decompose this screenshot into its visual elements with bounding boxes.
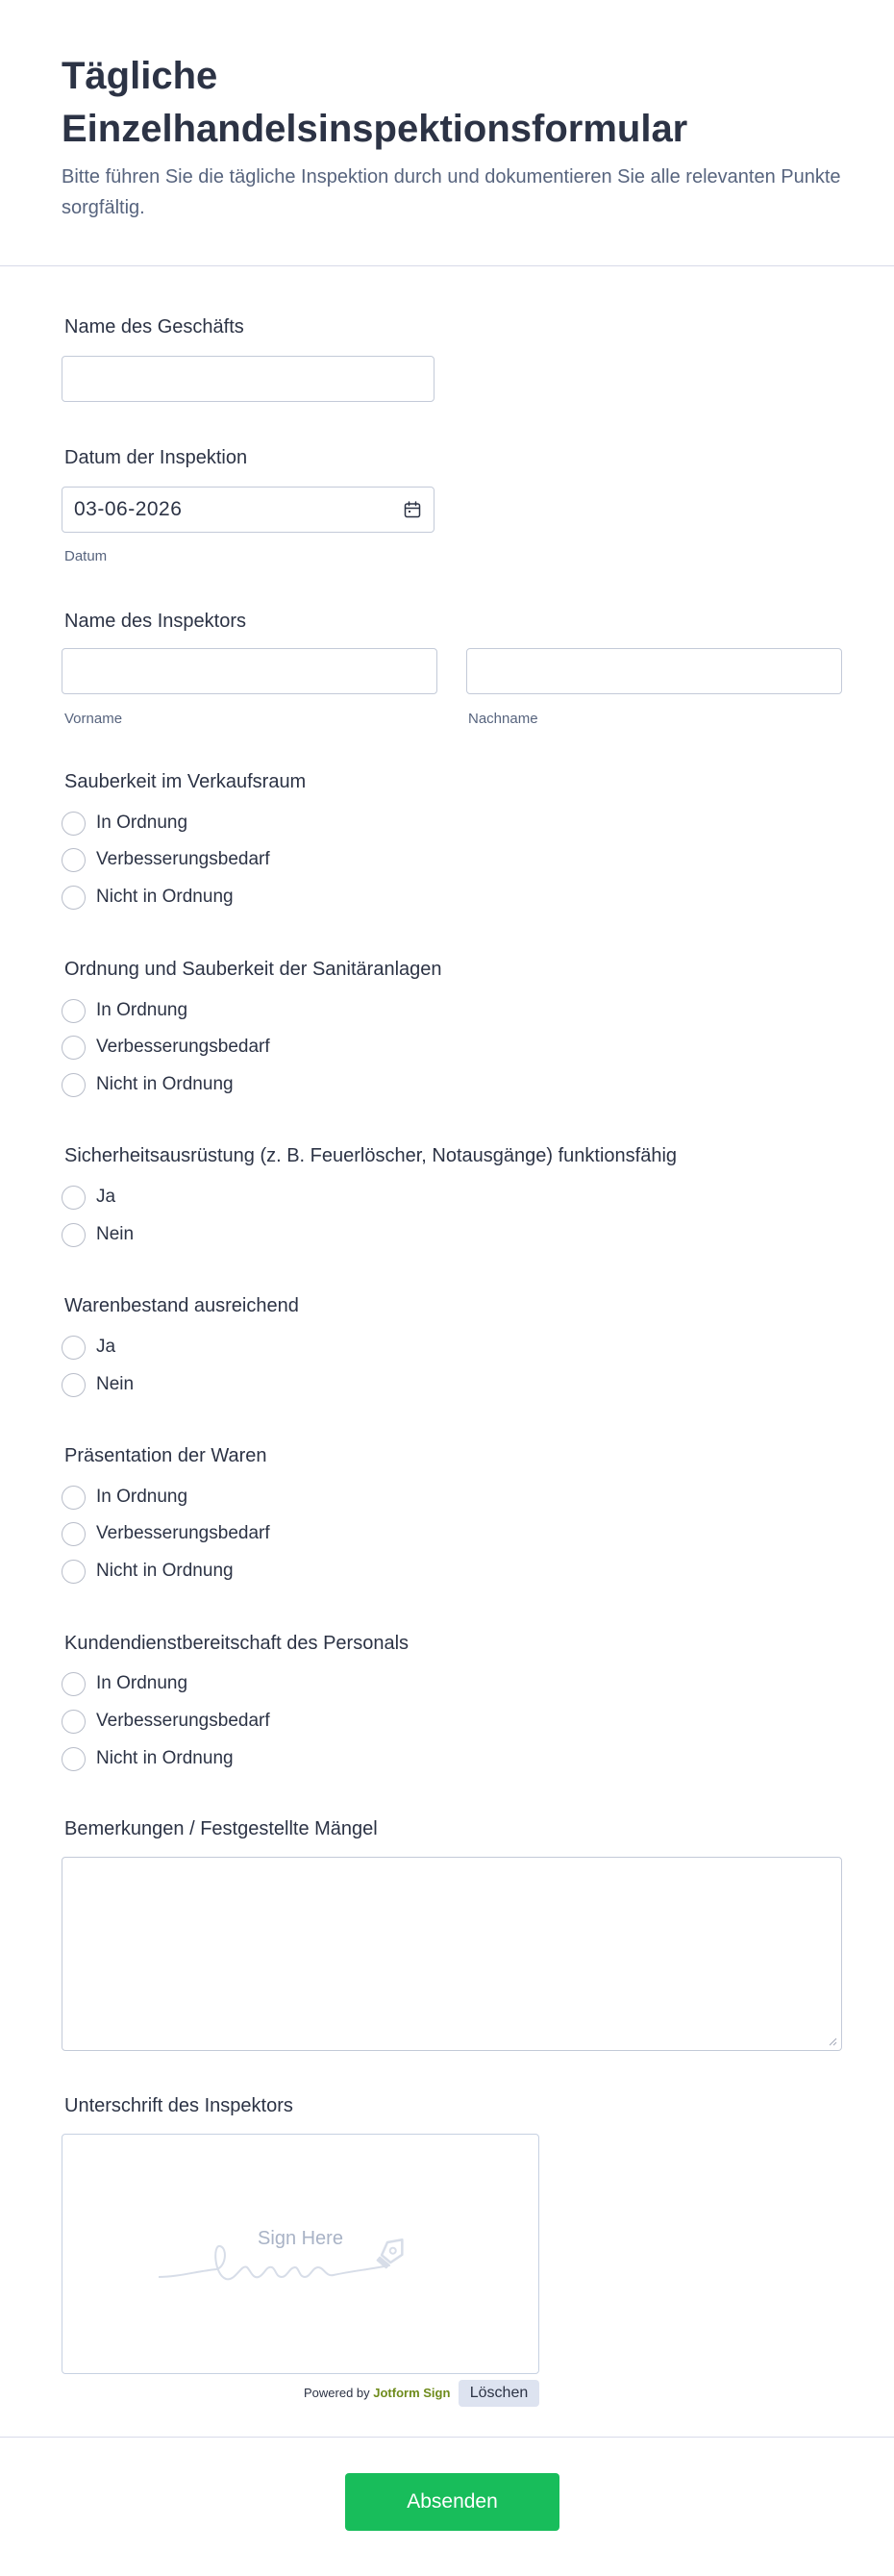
radio-button[interactable]: [62, 812, 86, 836]
store-name-input[interactable]: [62, 356, 435, 402]
header-divider: [0, 265, 894, 266]
sanitary-label: Ordnung und Sauberkeit der Sanitäranlagen: [64, 959, 442, 980]
radio-button[interactable]: [62, 1073, 86, 1097]
service-label: Kundendienstbereitschaft des Personals: [64, 1633, 410, 1654]
option-label: Nicht in Ordnung: [96, 1748, 234, 1768]
option-label: Nein: [96, 1374, 135, 1394]
date-value: 03-06-2026: [74, 498, 183, 520]
signature-pad[interactable]: [62, 2134, 539, 2374]
store-name-label: Name des Geschäfts: [64, 316, 244, 338]
remarks-label: Bemerkungen / Festgestellte Mängel: [64, 1818, 378, 1839]
form-subtitle: Bitte führen Sie die tägliche Inspektion durch und dokumentieren Sie alle relevanten Punkte sorgfältig.: [62, 166, 841, 218]
option-label: Ja: [96, 1337, 116, 1357]
cleanliness-sales-option[interactable]: [62, 846, 270, 873]
radio-button[interactable]: [62, 1522, 86, 1546]
radio-button[interactable]: [62, 1560, 86, 1584]
option-label: In Ordnung: [96, 1000, 188, 1020]
option-label: Verbesserungsbedarf: [96, 1523, 270, 1543]
cleanliness-sales-option[interactable]: [62, 884, 234, 911]
sanitary-option[interactable]: [62, 997, 187, 1024]
presentation-option[interactable]: [62, 1520, 270, 1547]
first-name-sublabel: Vorname: [64, 711, 123, 727]
presentation-option[interactable]: [62, 1558, 234, 1585]
option-label: Ja: [96, 1187, 116, 1207]
option-label: Verbesserungsbedarf: [96, 1711, 270, 1731]
safety-option[interactable]: [62, 1221, 134, 1248]
presentation-option[interactable]: [62, 1484, 187, 1511]
form-header: [62, 50, 850, 223]
inspector-name-label: Name des Inspektors: [64, 611, 246, 632]
powered-brand: Jotform Sign: [373, 2386, 451, 2400]
option-label: In Ordnung: [96, 1673, 188, 1693]
date-sublabel: Datum: [64, 548, 108, 564]
remarks-textarea[interactable]: [62, 1857, 842, 2051]
calendar-icon[interactable]: [403, 500, 422, 519]
presentation-label: Präsentation der Waren: [64, 1445, 267, 1466]
radio-button[interactable]: [62, 1747, 86, 1771]
last-name-input[interactable]: [466, 648, 842, 694]
radio-button[interactable]: [62, 886, 86, 910]
sanitary-option[interactable]: [62, 1034, 270, 1061]
option-label: Nicht in Ordnung: [96, 1561, 234, 1581]
service-option[interactable]: [62, 1670, 187, 1697]
stock-option[interactable]: [62, 1371, 134, 1398]
form-title: Tägliche Einzelhandelsinspektionsformular: [62, 55, 688, 150]
radio-button[interactable]: [62, 848, 86, 872]
option-label: Nicht in Ordnung: [96, 887, 234, 907]
stock-label: Warenbestand ausreichend: [64, 1295, 299, 1316]
option-label: Verbesserungsbedarf: [96, 1037, 270, 1057]
option-label: In Ordnung: [96, 1487, 188, 1507]
stock-option[interactable]: [62, 1334, 115, 1361]
last-name-sublabel: Nachname: [468, 711, 538, 727]
submit-button[interactable]: Absenden: [345, 2473, 559, 2531]
first-name-input[interactable]: [62, 648, 437, 694]
powered-prefix: Powered by: [304, 2386, 374, 2400]
resize-grip-icon[interactable]: [828, 2037, 837, 2046]
radio-button[interactable]: [62, 1710, 86, 1734]
footer-divider: [0, 2437, 894, 2438]
option-label: Verbesserungsbedarf: [96, 849, 270, 869]
radio-button[interactable]: [62, 1036, 86, 1060]
option-label: In Ordnung: [96, 813, 188, 833]
radio-button[interactable]: [62, 1373, 86, 1397]
powered-by-text: [304, 2382, 450, 2405]
service-option[interactable]: [62, 1745, 234, 1772]
radio-button[interactable]: [62, 1336, 86, 1360]
sanitary-option[interactable]: [62, 1071, 234, 1098]
radio-button[interactable]: [62, 1186, 86, 1210]
radio-button[interactable]: [62, 999, 86, 1023]
clear-signature-button[interactable]: Löschen: [459, 2380, 539, 2407]
cleanliness-sales-label: Sauberkeit im Verkaufsraum: [64, 771, 307, 792]
inspection-date-label: Datum der Inspektion: [64, 447, 248, 468]
signature-placeholder: Sign Here: [258, 2228, 343, 2249]
option-label: Nein: [96, 1224, 135, 1244]
cleanliness-sales-option[interactable]: [62, 810, 187, 837]
inspection-date-input[interactable]: [62, 487, 435, 533]
safety-option[interactable]: [62, 1184, 115, 1211]
radio-button[interactable]: [62, 1672, 86, 1696]
service-option[interactable]: [62, 1708, 270, 1735]
radio-button[interactable]: [62, 1223, 86, 1247]
option-label: Nicht in Ordnung: [96, 1074, 234, 1094]
signature-label: Unterschrift des Inspektors: [64, 2095, 293, 2116]
safety-label: Sicherheitsausrüstung (z. B. Feuerlöscher, Notausgänge) funktionsfähig: [64, 1145, 678, 1166]
radio-button[interactable]: [62, 1486, 86, 1510]
